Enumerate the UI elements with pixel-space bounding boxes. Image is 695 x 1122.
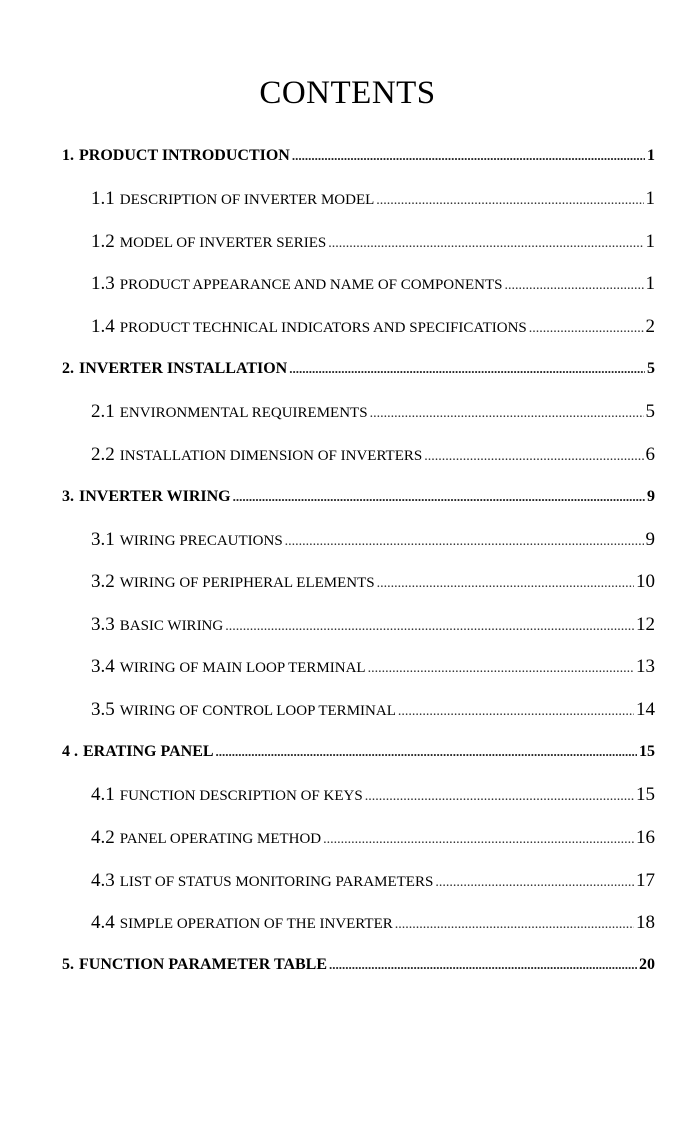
toc-entry-page: 1 — [645, 273, 655, 294]
toc-entry-title: INVERTER WIRING — [79, 488, 231, 505]
toc-entry-title: FUNCTION PARAMETER TABLE — [79, 956, 328, 973]
dot-leader — [370, 399, 644, 429]
toc-entry-title: PANEL OPERATING METHOD — [119, 831, 322, 847]
toc-entry-title: WIRING OF PERIPHERAL ELEMENTS — [119, 575, 375, 591]
toc-entry-number: 4.3 — [91, 870, 115, 891]
toc-entry-page: 1 — [647, 147, 655, 164]
toc-entry-4[interactable] — [62, 737, 655, 767]
toc-entry-page: 15 — [636, 784, 655, 805]
toc-entry-3-4[interactable] — [91, 652, 655, 682]
toc-entry-page: 9 — [647, 488, 655, 505]
toc-entry-4-4[interactable] — [91, 908, 655, 938]
toc-entry-title: DESCRIPTION OF INVERTER MODEL — [119, 192, 375, 208]
toc-entry-number: 4.2 — [91, 827, 115, 848]
toc-entry-number: 3.3 — [91, 614, 115, 635]
toc-entry-number: 4.1 — [91, 784, 115, 805]
toc-entry-number: 2. — [62, 360, 74, 377]
toc-entry-1-1[interactable] — [91, 184, 655, 214]
dot-leader — [365, 782, 634, 812]
toc-entry-number: 3.4 — [91, 656, 115, 677]
page-title: CONTENTS — [259, 75, 436, 111]
toc-entry-page: 17 — [636, 870, 655, 891]
toc-entry-title: MODEL OF INVERTER SERIES — [119, 235, 327, 251]
toc-entry-number: 5. — [62, 956, 74, 973]
toc-entry-title: FUNCTION DESCRIPTION OF KEYS — [119, 788, 363, 804]
toc-entry-page: 16 — [636, 827, 655, 848]
toc-entry-title: ERATING PANEL — [83, 743, 214, 760]
dot-leader — [376, 186, 643, 216]
toc-entry-title: PRODUCT INTRODUCTION — [79, 147, 290, 164]
dot-leader — [323, 825, 634, 855]
dot-leader — [328, 229, 643, 259]
toc-entry-page: 18 — [636, 912, 655, 933]
toc-entry-number: 3.1 — [91, 529, 115, 550]
dot-leader — [292, 141, 645, 171]
toc-entry-title: ENVIRONMENTAL REQUIREMENTS — [119, 405, 368, 421]
dot-leader — [424, 442, 643, 472]
toc-entry-page: 2 — [645, 316, 655, 337]
dot-leader — [398, 697, 634, 727]
toc-entry-number: 4 . — [62, 743, 78, 760]
toc-entry-2-2[interactable] — [91, 440, 655, 470]
dot-leader — [233, 482, 645, 512]
toc-entry-title: WIRING OF MAIN LOOP TERMINAL — [119, 660, 366, 676]
toc-entry-2-1[interactable] — [91, 397, 655, 427]
toc-entry-title: BASIC WIRING — [119, 618, 224, 634]
toc-entry-title: LIST OF STATUS MONITORING PARAMETERS — [119, 874, 434, 890]
toc-entry-title: WIRING OF CONTROL LOOP TERMINAL — [119, 703, 396, 719]
toc-entry-title: SIMPLE OPERATION OF THE INVERTER — [119, 916, 393, 932]
toc-entry-1[interactable] — [62, 141, 655, 171]
toc-entry-number: 1.1 — [91, 188, 115, 209]
toc-entry-number: 2.1 — [91, 401, 115, 422]
toc-entry-page: 6 — [645, 444, 655, 465]
toc-entry-5[interactable] — [62, 950, 655, 980]
dot-leader — [504, 271, 643, 301]
dot-leader — [289, 354, 645, 384]
toc-entry-3[interactable] — [62, 482, 655, 512]
toc-entry-1-2[interactable] — [91, 227, 655, 257]
toc-entry-number: 2.2 — [91, 444, 115, 465]
dot-leader — [225, 612, 634, 642]
dot-leader — [329, 950, 637, 980]
toc-entry-3-2[interactable] — [91, 567, 655, 597]
toc-entry-number: 1.4 — [91, 316, 115, 337]
toc-entry-3-1[interactable] — [91, 525, 655, 555]
toc-entry-number: 3.5 — [91, 699, 115, 720]
dot-leader — [529, 314, 644, 344]
toc-entry-page: 13 — [636, 656, 655, 677]
toc-entry-2[interactable] — [62, 354, 655, 384]
toc-entry-number: 4.4 — [91, 912, 115, 933]
toc-entry-title: PRODUCT APPEARANCE AND NAME OF COMPONENTS — [119, 277, 503, 293]
toc-entry-page: 20 — [639, 956, 655, 973]
dot-leader — [395, 910, 634, 940]
toc-entry-title: INSTALLATION DIMENSION OF INVERTERS — [119, 448, 423, 464]
toc-entry-number: 3.2 — [91, 571, 115, 592]
toc-entry-number: 3. — [62, 488, 74, 505]
toc-entry-title: INVERTER INSTALLATION — [79, 360, 288, 377]
toc-entry-4-1[interactable] — [91, 780, 655, 810]
toc-entry-title: WIRING PRECAUTIONS — [119, 533, 283, 549]
toc-entry-title: PRODUCT TECHNICAL INDICATORS AND SPECIFICATIONS — [119, 320, 527, 336]
toc-entry-3-5[interactable] — [91, 695, 655, 725]
dot-leader — [368, 654, 634, 684]
toc-entry-3-3[interactable] — [91, 610, 655, 640]
toc-entry-page: 5 — [645, 401, 655, 422]
toc-entry-page: 15 — [639, 743, 655, 760]
toc-entry-number: 1.3 — [91, 273, 115, 294]
toc-entry-page: 12 — [636, 614, 655, 635]
toc-entry-page: 5 — [647, 360, 655, 377]
toc-entry-page: 9 — [645, 529, 655, 550]
dot-leader — [216, 737, 637, 767]
dot-leader — [285, 527, 644, 557]
toc-entry-page: 10 — [636, 571, 655, 592]
dot-leader — [435, 868, 634, 898]
toc-entry-page: 1 — [645, 188, 655, 209]
toc-entry-page: 1 — [645, 231, 655, 252]
dot-leader — [377, 569, 634, 599]
toc-entry-4-2[interactable] — [91, 823, 655, 853]
toc-entry-1-3[interactable] — [91, 269, 655, 299]
toc-entry-1-4[interactable] — [91, 312, 655, 342]
toc-entry-page: 14 — [636, 699, 655, 720]
toc-entry-4-3[interactable] — [91, 866, 655, 896]
toc-entry-number: 1. — [62, 147, 74, 164]
toc-entry-number: 1.2 — [91, 231, 115, 252]
